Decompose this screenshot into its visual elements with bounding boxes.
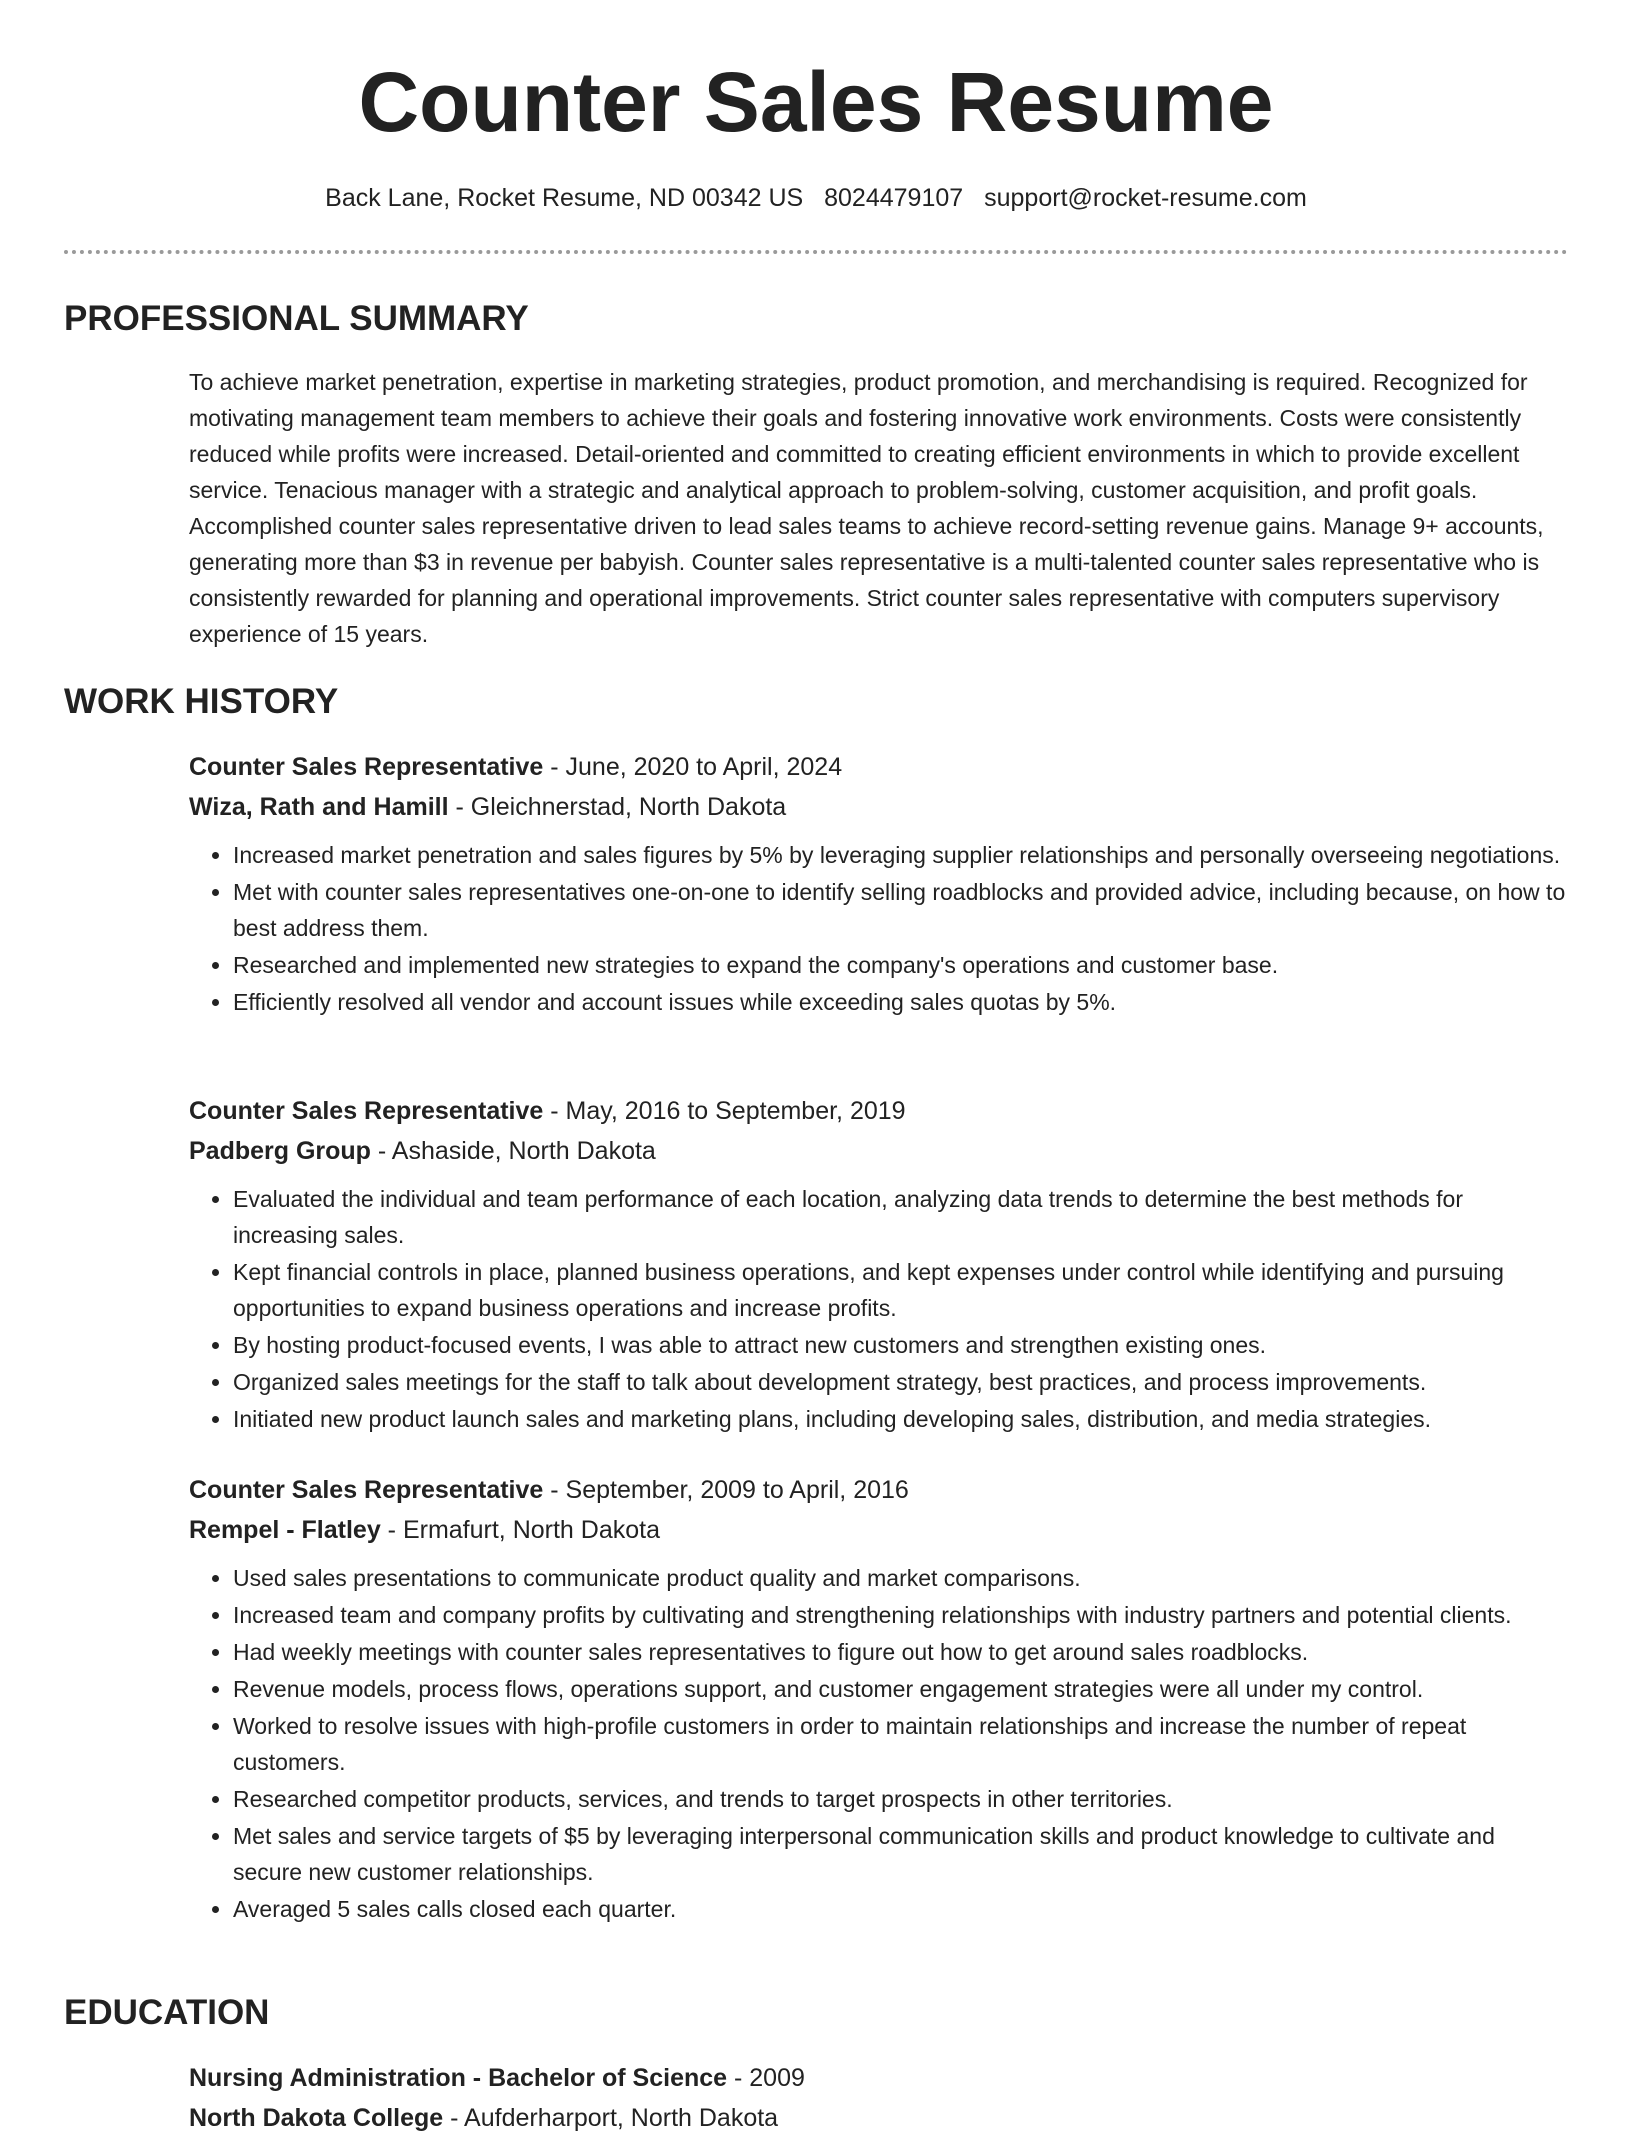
list-item: • Researched and implemented new strategies to expand the company's operations and customer base. [233, 947, 1569, 983]
education-entry [189, 2058, 1569, 2138]
job-entry-2 [189, 1091, 1569, 1438]
education-year: - 2009 [727, 2064, 805, 2092]
contact-email: support@rocket-resume.com [984, 184, 1307, 212]
job-dates: - May, 2016 to September, 2019 [543, 1097, 906, 1125]
list-item: • Organized sales meetings for the staff to talk about development strategy, best practices, and process improvements. [233, 1364, 1569, 1400]
contact-address: Back Lane, Rocket Resume, ND 00342 US [325, 184, 804, 212]
section-heading-summary: PROFESSIONAL SUMMARY [64, 299, 529, 338]
job-location: - Ashaside, North Dakota [370, 1137, 656, 1165]
job-company: Wiza, Rath and Hamill [189, 793, 449, 821]
resume-title: Counter Sales Resume [358, 55, 1274, 149]
list-item: • Averaged 5 sales calls closed each quarter. [233, 1891, 1569, 1927]
job-dates: - June, 2020 to April, 2024 [543, 753, 843, 781]
job-company-line [189, 1131, 1569, 1171]
list-item: • Increased market penetration and sales figures by 5% by leveraging supplier relationships and personally overseeing negotiations. [233, 837, 1569, 873]
education-location: - Aufderharport, North Dakota [443, 2104, 779, 2132]
job-company: Rempel - Flatley [189, 1516, 381, 1544]
section-heading-work: WORK HISTORY [64, 682, 339, 721]
contact-phone: 8024479107 [824, 184, 964, 212]
list-item: • Met sales and service targets of $5 by leveraging interpersonal communication skills and product knowledge to cultivate and secure new customer relationships. [233, 1818, 1569, 1890]
list-item: • Kept financial controls in place, planned business operations, and kept expenses under control while identifying and pursuing opportunities to expand business operations and increase profits. [233, 1254, 1569, 1326]
list-item: • Met with counter sales representatives one-on-one to identify selling roadblocks and provided advice, including because, on how to best address them. [233, 874, 1569, 946]
job-entry-1 [189, 747, 1569, 1021]
job-location: - Gleichnerstad, North Dakota [448, 793, 787, 821]
education-degree-line [189, 2058, 1569, 2098]
job-company-line [189, 787, 1569, 827]
list-item: • Had weekly meetings with counter sales representatives to figure out how to get around sales roadblocks. [233, 1634, 1569, 1670]
job-entry-3 [189, 1470, 1569, 1928]
education-school-line [189, 2098, 1569, 2138]
list-item: • Revenue models, process flows, operations support, and customer engagement strategies were all under my control. [233, 1671, 1569, 1707]
job-company: Padberg Group [189, 1137, 371, 1165]
job-title: Counter Sales Representative [189, 1476, 544, 1504]
summary-text: To achieve market penetration, expertise in marketing strategies, product promotion, and merchandising is required. Recognized for motivating management team members to achieve their goals and fostering innovative work environments. Costs were consistently reduced while profits were increased. Detail-oriented and committed to creating efficient environments in which to provide excellent service. Tenacious manager with a strategic and analytical approach to problem-solving, customer acquisition, and profit goals. Accomplished counter sales representative driven to lead sales teams to achieve record-setting revenue gains. Manage 9+ accounts, generating more than $3 in revenue per babyish. Counter sales representative is a multi-talented counter sales representative who is consistently rewarded for planning and operational improvements. Strict counter sales representative with computers supervisory experience of 15 years. [189, 369, 1544, 647]
job-bullets [189, 837, 1569, 1020]
job-location: - Ermafurt, North Dakota [380, 1516, 660, 1544]
education-school: North Dakota College [189, 2104, 444, 2132]
job-title-line [189, 747, 1569, 787]
list-item: • Efficiently resolved all vendor and account issues while exceeding sales quotas by 5%. [233, 984, 1569, 1020]
list-item: • By hosting product-focused events, I was able to attract new customers and strengthen existing ones. [233, 1327, 1569, 1363]
education-degree: Nursing Administration - Bachelor of Science [189, 2064, 728, 2092]
list-item: • Increased team and company profits by cultivating and strengthening relationships with industry partners and potential clients. [233, 1597, 1569, 1633]
job-bullets [189, 1560, 1569, 1927]
job-title-line [189, 1091, 1569, 1131]
job-company-line [189, 1510, 1569, 1550]
list-item: • Worked to resolve issues with high-profile customers in order to maintain relationships and increase the number of repeat customers. [233, 1708, 1569, 1780]
job-title: Counter Sales Representative [189, 1097, 544, 1125]
list-item: • Evaluated the individual and team performance of each location, analyzing data trends to determine the best methods for increasing sales. [233, 1181, 1569, 1253]
list-item: • Used sales presentations to communicate product quality and market comparisons. [233, 1560, 1569, 1596]
list-item: • Initiated new product launch sales and marketing plans, including developing sales, distribution, and media strategies. [233, 1401, 1569, 1437]
job-title: Counter Sales Representative [189, 753, 544, 781]
header-divider [64, 250, 1568, 254]
job-bullets [189, 1181, 1569, 1437]
job-title-line [189, 1470, 1569, 1510]
contact-line [0, 180, 1632, 216]
list-item: • Researched competitor products, services, and trends to target prospects in other territories. [233, 1781, 1569, 1817]
section-heading-education: EDUCATION [64, 1993, 270, 2032]
job-dates: - September, 2009 to April, 2016 [543, 1476, 909, 1504]
